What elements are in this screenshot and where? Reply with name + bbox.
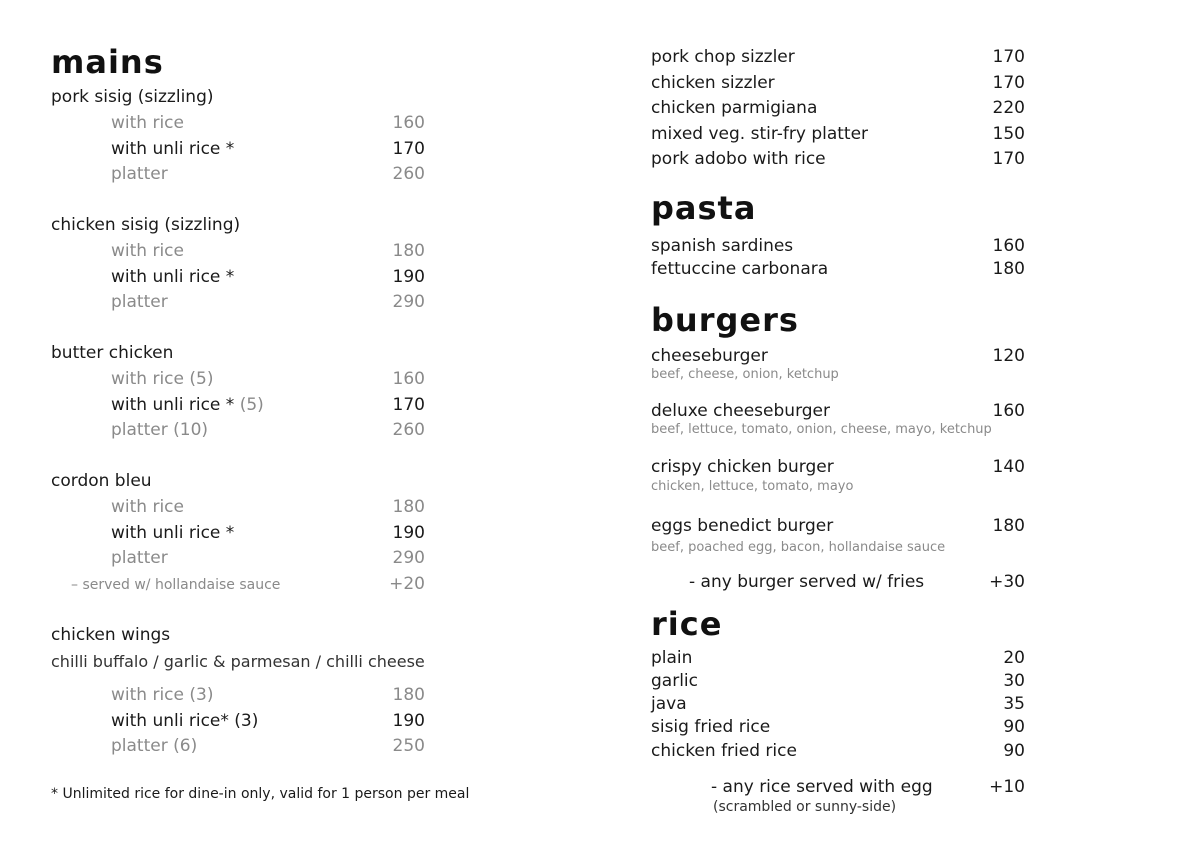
burger-price: 160 — [992, 401, 1025, 421]
pork-sisig-rice-label: with rice — [111, 113, 184, 133]
butter-chicken-unli-text: with unli rice * — [111, 395, 235, 415]
burgers-heading: burgers — [651, 301, 799, 339]
burger-price: 120 — [992, 346, 1025, 366]
pork-sisig-unli-label: with unli rice * — [111, 139, 235, 159]
rice-egg-addon-label: - any rice served with egg — [711, 777, 933, 797]
rice-item-name: plain — [651, 648, 693, 668]
chicken-sisig-rice-label: with rice — [111, 241, 184, 261]
mains-heading: mains — [51, 43, 164, 81]
rice-item-name: garlic — [651, 671, 698, 691]
rice-egg-addon-note: (scrambled or sunny-side) — [713, 799, 897, 815]
cordon-bleu-unli-label: with unli rice * — [111, 523, 235, 543]
chicken-sisig-unli-price: 190 — [392, 267, 425, 287]
pasta-item-price: 180 — [992, 259, 1025, 279]
cordon-bleu-platter-label: platter — [111, 548, 168, 568]
rice-item-name: java — [651, 694, 687, 714]
pasta-heading: pasta — [651, 189, 757, 227]
pork-sisig-unli-price: 170 — [392, 139, 425, 159]
butter-chicken-rice-price: 160 — [392, 369, 425, 389]
chicken-wings-flavors: chilli buffalo / garlic & parmesan / chilli cheese — [51, 652, 425, 671]
butter-chicken-platter-label: platter (10) — [111, 420, 209, 440]
pork-sisig-platter-label: platter — [111, 164, 168, 184]
burger-fries-addon-price: +30 — [989, 572, 1025, 592]
burger-name: deluxe cheeseburger — [651, 401, 830, 421]
rice-item-price: 20 — [1003, 648, 1025, 668]
burger-description: beef, cheese, onion, ketchup — [651, 367, 839, 382]
burger-fries-addon-label: - any burger served w/ fries — [689, 572, 925, 592]
pork-sisig-platter-price: 260 — [392, 164, 425, 184]
unli-rice-footnote: * Unlimited rice for dine-in only, valid for 1 person per meal — [51, 786, 470, 802]
chicken-wings-unli-label: with unli rice* (3) — [111, 711, 259, 731]
cordon-bleu-rice-price: 180 — [392, 497, 425, 517]
burger-description: beef, lettuce, tomato, onion, cheese, mayo, ketchup — [651, 422, 992, 437]
butter-chicken-unli-price: 170 — [392, 395, 425, 415]
cordon-bleu-platter-price: 290 — [392, 548, 425, 568]
more-mains-item-name: pork adobo with rice — [651, 149, 826, 169]
rice-item-price: 30 — [1003, 671, 1025, 691]
chicken-sisig-rice-price: 180 — [392, 241, 425, 261]
rice-heading: rice — [651, 605, 723, 643]
burger-description: chicken, lettuce, tomato, mayo — [651, 479, 854, 494]
burger-name: crispy chicken burger — [651, 457, 834, 477]
burger-price: 140 — [992, 457, 1025, 477]
rice-item-name: sisig fried rice — [651, 717, 771, 737]
burger-description: beef, poached egg, bacon, hollandaise sauce — [651, 540, 946, 555]
rice-item-price: 90 — [1003, 741, 1025, 761]
cordon-bleu-addon-price: +20 — [389, 574, 425, 594]
pork-sisig-name: pork sisig (sizzling) — [51, 87, 214, 107]
chicken-wings-platter-label: platter (6) — [111, 736, 198, 756]
rice-item-price: 35 — [1003, 694, 1025, 714]
cordon-bleu-rice-label: with rice — [111, 497, 184, 517]
rice-item-price: 90 — [1003, 717, 1025, 737]
more-mains-item-price: 170 — [992, 73, 1025, 93]
cordon-bleu-addon-label: – served w/ hollandaise sauce — [71, 577, 281, 593]
chicken-sisig-platter-price: 290 — [392, 292, 425, 312]
more-mains-item-name: chicken parmigiana — [651, 98, 818, 118]
butter-chicken-unli-label — [111, 395, 264, 415]
burger-name: cheeseburger — [651, 346, 768, 366]
butter-chicken-unli-count: (5) — [234, 395, 264, 415]
chicken-sisig-unli-label: with unli rice * — [111, 267, 235, 287]
more-mains-item-price: 150 — [992, 124, 1025, 144]
more-mains-item-name: mixed veg. stir-fry platter — [651, 124, 869, 144]
more-mains-item-name: pork chop sizzler — [651, 47, 795, 67]
more-mains-item-price: 170 — [992, 47, 1025, 67]
pasta-item-name: spanish sardines — [651, 236, 794, 256]
rice-item-name: chicken fried rice — [651, 741, 797, 761]
chicken-sisig-platter-label: platter — [111, 292, 168, 312]
butter-chicken-rice-label: with rice (5) — [111, 369, 214, 389]
chicken-wings-unli-price: 190 — [392, 711, 425, 731]
pork-sisig-rice-price: 160 — [392, 113, 425, 133]
chicken-wings-rice-price: 180 — [392, 685, 425, 705]
chicken-wings-platter-price: 250 — [392, 736, 425, 756]
burger-name: eggs benedict burger — [651, 516, 834, 536]
pasta-item-name: fettuccine carbonara — [651, 259, 829, 279]
burger-price: 180 — [992, 516, 1025, 536]
chicken-wings-rice-label: with rice (3) — [111, 685, 214, 705]
more-mains-item-price: 170 — [992, 149, 1025, 169]
chicken-sisig-name: chicken sisig (sizzling) — [51, 215, 241, 235]
butter-chicken-platter-price: 260 — [392, 420, 425, 440]
chicken-wings-name: chicken wings — [51, 625, 171, 645]
butter-chicken-name: butter chicken — [51, 343, 174, 363]
more-mains-item-name: chicken sizzler — [651, 73, 775, 93]
pasta-item-price: 160 — [992, 236, 1025, 256]
more-mains-item-price: 220 — [992, 98, 1025, 118]
rice-egg-addon-price: +10 — [989, 777, 1025, 797]
cordon-bleu-name: cordon bleu — [51, 471, 152, 491]
cordon-bleu-unli-price: 190 — [392, 523, 425, 543]
